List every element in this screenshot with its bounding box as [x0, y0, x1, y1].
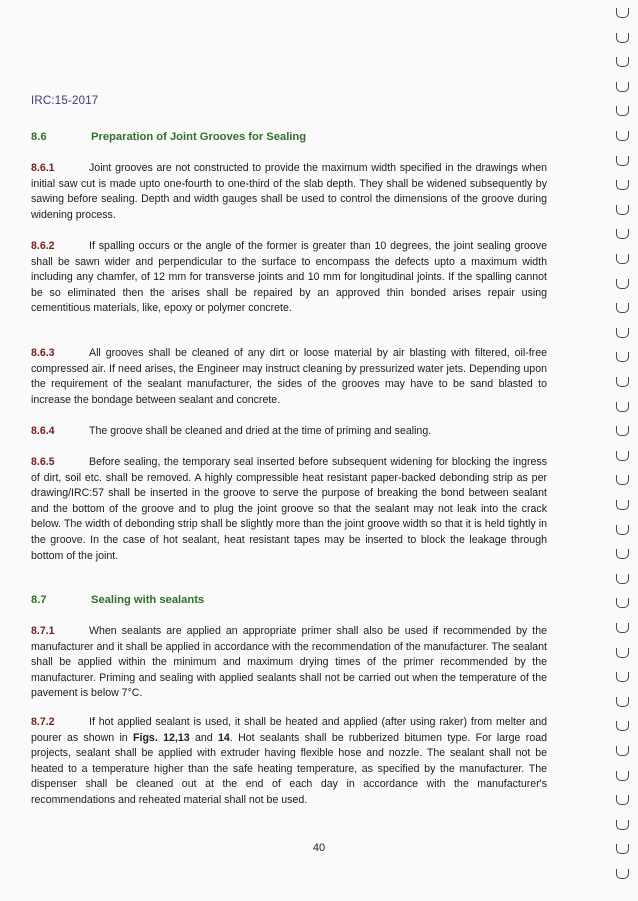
binding-ring — [616, 820, 629, 830]
page-number: 40 — [312, 842, 326, 854]
binding-ring — [616, 156, 629, 166]
binding-ring — [616, 746, 629, 756]
binding-ring — [616, 279, 629, 289]
paragraph-text: Before sealing, the temporary seal inserted before subsequent widening for blocking the ingress of dirt, soil etc. shall be removed. A highly compressible heat resistant paper-backed debonding strip as per drawing/IRC:57 shall be inserted in the groove to serve the purpose of breaking the bond between sealant and the bottom of the groove and to plug the joint groove so that the sealant may not leak into the crack below. The width of debonding strip shall be slightly more than the joint groove width so that it is held tightly in the groove. In the case of hot sealant, heat resistant tapes may be inserted to block the leakage through bottom of the joint. — [31, 456, 547, 562]
binding-ring — [616, 771, 629, 781]
binding-ring — [616, 180, 629, 190]
paragraph-number: 8.6.3 — [31, 347, 55, 359]
paragraph-8-7-1 — [31, 624, 547, 702]
paragraph-text: The groove shall be cleaned and dried at the time of priming and sealing. — [89, 425, 432, 437]
paragraph-8-6-1 — [31, 161, 547, 223]
binding-ring — [616, 795, 629, 805]
binding-ring — [616, 598, 629, 608]
paragraph-8-6-4 — [31, 424, 547, 440]
binding-ring — [616, 106, 629, 116]
paragraph-text: Joint grooves are not constructed to provide the maximum width specified in the drawings when initial saw cut is made upto one-fourth to one-third of the slab depth. They shall be widened subsequently by sawing before sealing. Depth and width gauges shall be used to control the dimensions of the groove during widening process. — [31, 162, 547, 221]
binding-ring — [616, 131, 629, 141]
binding-ring — [616, 205, 629, 215]
paragraph-number: 8.6.1 — [31, 162, 55, 174]
section-heading-8-7 — [31, 594, 204, 606]
figure-reference: Figs. 12,13 — [133, 731, 190, 744]
binding-ring — [616, 57, 629, 67]
binding-ring — [616, 623, 629, 633]
section-number: 8.7 — [31, 594, 47, 606]
binding-ring — [616, 869, 629, 879]
paragraph-text: All grooves shall be cleaned of any dirt or loose material by air blasting with filtered, oil-free compressed air. If need arises, the Engineer may instruct cleaning by pressurized water jets. Depending upon the requirement of the sealant manufacturer, the sides of the grooves may have to be sand blasted to increase the bondage between sealant and concrete. — [31, 347, 547, 406]
paragraph-number: 8.7.1 — [31, 625, 55, 637]
binding-ring — [616, 500, 629, 510]
binding-ring — [616, 426, 629, 436]
paragraph-number: 8.6.4 — [31, 425, 55, 437]
binding-ring — [616, 33, 629, 43]
paragraph-text: When sealants are applied an appropriate primer shall also be used if recommended by the manufacturer and it shall be applied in accordance with the recommendation of the manufacturer. The sealant shall be applied within the minimum and maximum drying times of the primer recommended by the manufacturer. Priming and sealing with applied sealants shall not be carried out when the temperature of the pavement is below 7°C. — [31, 625, 547, 700]
paragraph-8-6-2 — [31, 239, 547, 317]
document-code-header: IRC:15-2017 — [31, 95, 99, 107]
binding-ring — [616, 549, 629, 559]
binding-ring — [616, 648, 629, 658]
spiral-binding — [614, 0, 632, 901]
binding-ring — [616, 574, 629, 584]
binding-ring — [616, 254, 629, 264]
paragraph-8-7-2 — [31, 715, 547, 809]
paragraph-8-6-3 — [31, 346, 547, 408]
paragraph-8-6-5 — [31, 455, 547, 564]
binding-ring — [616, 82, 629, 92]
binding-ring — [616, 475, 629, 485]
section-title: Preparation of Joint Grooves for Sealing — [91, 131, 307, 143]
paragraph-text: If spalling occurs or the angle of the former is greater than 10 degrees, the joint sealing groove shall be sawn wider and perpendicular to the surface to encompass the defects upto a maximum width including any chamfer, of 12 mm for transverse joints and 10 mm for longitudinal joints. If the spalling cannot be so eliminated then the arises shall be repaired by an approved thin bonded arises repair using cementitious materials, like, epoxy or polymer concrete. — [31, 240, 547, 315]
binding-ring — [616, 697, 629, 707]
paragraph-number: 8.7.2 — [31, 716, 55, 728]
section-heading-8-6 — [31, 131, 306, 143]
binding-ring — [616, 451, 629, 461]
binding-ring — [616, 844, 629, 854]
figure-reference: 14 — [217, 731, 230, 744]
binding-ring — [616, 525, 629, 535]
binding-ring — [616, 229, 629, 239]
paragraph-number: 8.6.2 — [31, 240, 55, 252]
paragraph-text-a: If hot applied sealant is used, it shall be heated and applied (after using raker) from melter and pourer as shown in — [31, 716, 547, 744]
paragraph-text-and: and — [189, 731, 218, 744]
paragraph-number: 8.6.5 — [31, 456, 55, 468]
section-number: 8.6 — [31, 131, 47, 143]
binding-ring — [616, 303, 629, 313]
binding-ring — [616, 8, 629, 18]
binding-ring — [616, 721, 629, 731]
paragraph-text-b: . Hot sealants shall be rubberized bitumen type. For large road projects, sealant shall be applied with extruder having flexible hose and nozzle. The sealant shall not be heated to a temperature higher than the safe heating temperature, as specified by the manufacturer. The dispenser shall be cleaned out at the end of each day in accordance with the manufacturer's recommendations and reheated material shall not be used. — [31, 731, 547, 806]
binding-ring — [616, 377, 629, 387]
section-title: Sealing with sealants — [91, 594, 205, 606]
binding-ring — [616, 328, 629, 338]
binding-ring — [616, 402, 629, 412]
binding-ring — [616, 672, 629, 682]
binding-ring — [616, 352, 629, 362]
